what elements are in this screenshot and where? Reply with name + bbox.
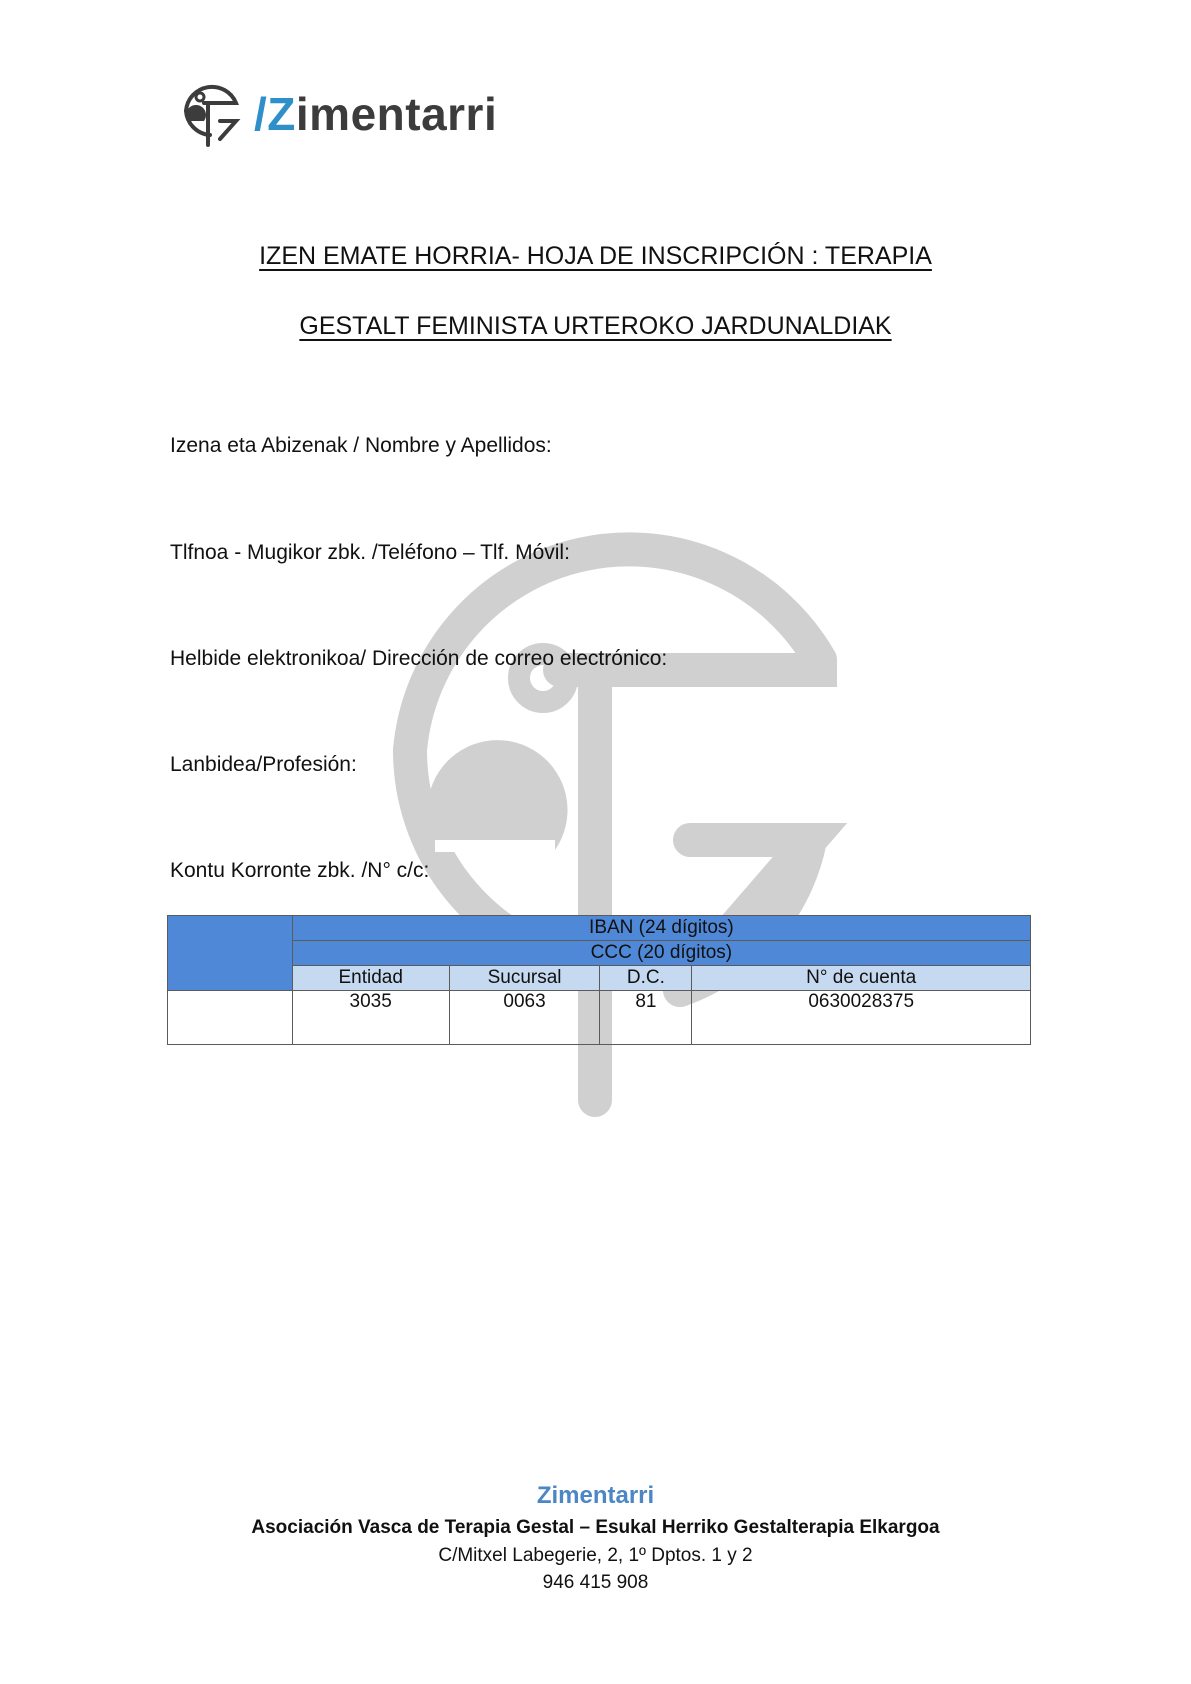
column-header-entidad: Entidad [292,966,449,991]
dc-value: 81 [600,991,692,1045]
column-header-cuenta: N° de cuenta [692,966,1031,991]
logo-wordmark: /Zimentarri [254,88,498,140]
table-row [168,916,1031,941]
table-corner-cell [168,916,293,991]
email-field-label: Helbide elektronikoa/ Dirección de correo electrónico: [170,647,668,670]
column-header-dc: D.C. [600,966,692,991]
page-title-line-1: IZEN EMATE HORRIA- HOJA DE INSCRIPCIÓN : TERAPIA [259,242,932,270]
entidad-value: 3035 [292,991,449,1045]
name-field-label: Izena eta Abizenak / Nombre y Apellidos: [170,434,552,457]
table-row [168,966,1031,991]
logo [178,78,497,150]
cuenta-value: 0630028375 [692,991,1031,1045]
iban-header: IBAN (24 dígitos) [292,916,1030,941]
footer-organization-name: Zimentarri [536,1482,655,1509]
account-field-label: Kontu Korronte zbk. /N° c/c: [170,859,430,882]
footer-association: Asociación Vasca de Terapia Gestal – Esukal Herriko Gestalterapia Elkargoa [251,1517,940,1538]
iban-input-cell[interactable] [168,991,293,1045]
ccc-header: CCC (20 dígitos) [292,941,1030,966]
table-row [168,941,1031,966]
footer-address: C/Mitxel Labegerie, 2, 1º Dptos. 1 y 2 [438,1545,753,1566]
phone-field-label: Tlfnoa - Mugikor zbk. /Teléfono – Tlf. Móvil: [170,541,570,564]
sucursal-value: 0063 [449,991,600,1045]
profession-field-label: Lanbidea/Profesión: [170,753,357,776]
column-header-sucursal: Sucursal [449,966,600,991]
zimentarri-emblem-icon [178,79,248,149]
bank-account-table [167,915,1031,1045]
table-row [168,991,1031,1045]
footer-phone: 946 415 908 [542,1572,649,1593]
page-title-line-2: GESTALT FEMINISTA URTEROKO JARDUNALDIAK [299,312,892,340]
